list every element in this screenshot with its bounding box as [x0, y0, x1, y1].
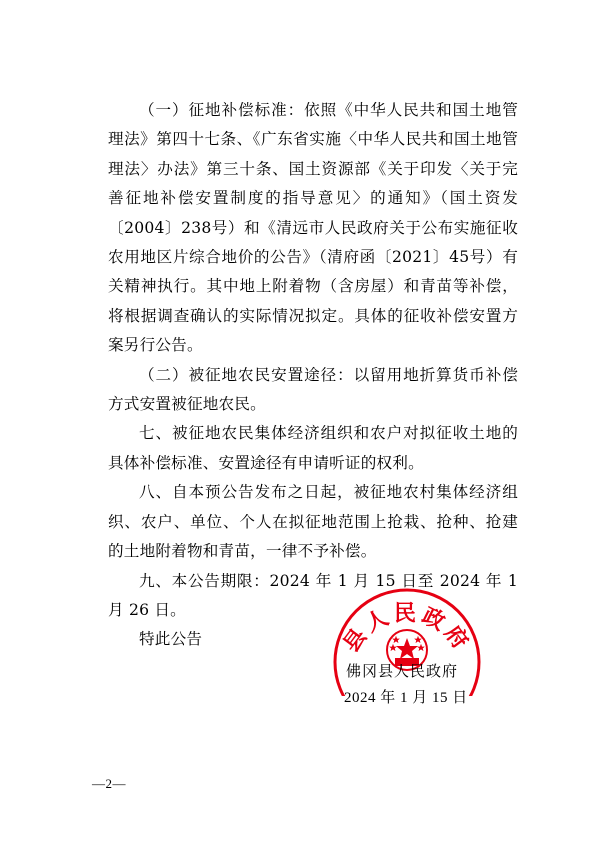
issue-date: 2024 年 1 月 15 日 [344, 690, 468, 706]
closing-statement: 特此公告 [139, 630, 203, 649]
paragraph-resettlement-approach: （二）被征地农民安置途径：以留用地折算货币补偿方式安置被征地农民。 [108, 365, 518, 414]
document-body [108, 96, 518, 655]
issuing-organization: 佛冈县人民政府 [346, 662, 459, 680]
paragraph-notice-period: 九、本公告期限：2024 年 1 月 15 日至 2024 年 1 月 26 日。 [108, 571, 518, 619]
signature-block [344, 658, 494, 711]
paragraph-no-compensation: 八、自本预公告发布之日起，被征地农村集体经济组织、农户、单位、个人在拟征地范围上抢栽、抢种、抢建的土地附着物和青苗，一律不予补偿。 [108, 483, 518, 561]
svg-text:县人民政府: 县人民政府 [339, 601, 475, 658]
paragraph-compensation-standard: （一）征地补偿标准：依照《中华人民共和国土地管理法》第四十七条、《广东省实施〈中华人民共和国土地管理法〉办法》第三十条、国土资源部《关于印发〈关于完善征地补偿安置制度的指导意见〉的通知》（国土资发〔2004〕238号）和《清远市人民政府关于公布实施征收农用地区片综合地价的公告》（清府函〔2021〕45号）有关精神执行。其中地上附着物（含房屋）和青苗等补偿，将根据调查确认的实际情况拟定。具体的征收补偿安置方案另行公告。 [108, 101, 518, 355]
page-number: —2— [92, 776, 126, 791]
paragraph-hearing-right: 七、被征地农民集体经济组织和农户对拟征收土地的具体补偿标准、安置途径有申请听证的权利。 [108, 424, 518, 472]
